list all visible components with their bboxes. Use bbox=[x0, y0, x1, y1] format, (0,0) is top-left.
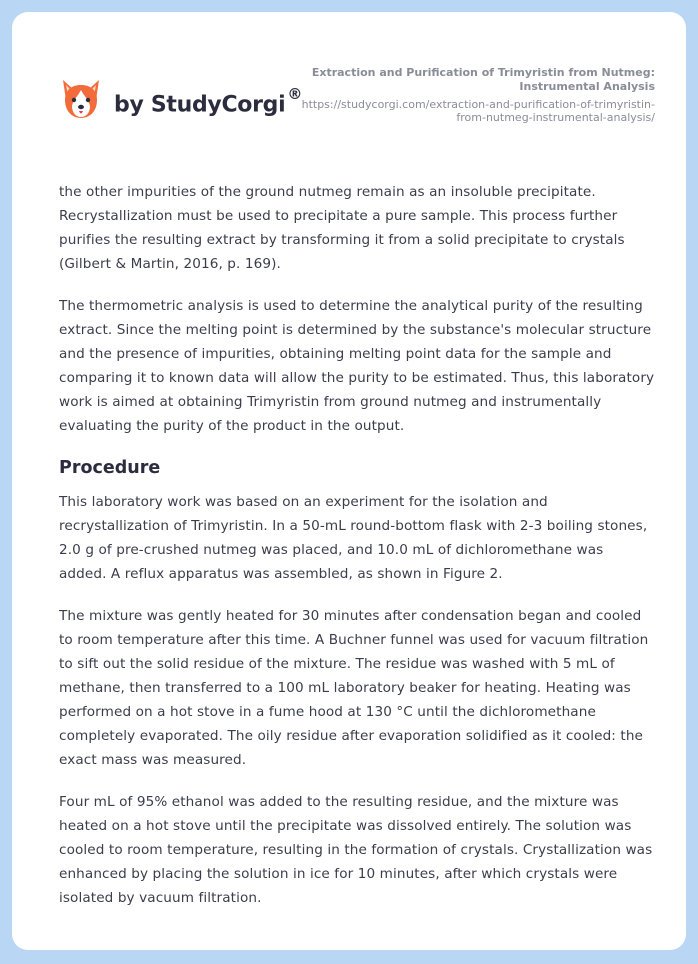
brand-name bbox=[114, 84, 303, 118]
document-title: Extraction and Purification of Trimyristin from Nutmeg: Instrumental Analysis bbox=[311, 66, 655, 93]
corgi-icon bbox=[60, 76, 102, 122]
section-heading: Procedure bbox=[59, 458, 161, 478]
paragraph: The mixture was gently heated for 30 minutes after condensation began and cooled to room temperature after this time. A Buchner funnel was used for vacuum filtration to sift out the solid residue of the mixture. The residue was washed with 5 mL of methane, then transferred to a 100 mL laboratory beaker for heating. Heating was performed on a hot stove in a fume hood at 130 °C until the dichloromethane completely evaporated. The oily residue after evaporation solidified as it cooled: the exact mass was measured. bbox=[59, 608, 649, 768]
document-page bbox=[12, 12, 686, 950]
page-header bbox=[12, 12, 686, 162]
document-meta bbox=[295, 66, 655, 124]
document-url[interactable]: https://studycorgi.com/extraction-and-purification-of-trimyristin-from-nutmeg-instrumental-analysis/ bbox=[301, 98, 655, 124]
document-body bbox=[59, 180, 655, 928]
paragraph: the other impurities of the ground nutmeg remain as an insoluble precipitate. Recrystallization must be used to precipitate a pure sample. This process further purifies the resulting extract by transforming it from a solid precipitate to crystals (Gilbert & Martin, 2016, p. 169). bbox=[59, 184, 625, 272]
paragraph: This laboratory work was based on an experiment for the isolation and recrystallization of Trimyristin. In a 50-mL round-bottom flask with 2-3 boiling stones, 2.0 g of pre-crushed nutmeg was placed, and 10.0 mL of dichloromethane was added. A reflux apparatus was assembled, as shown in Figure 2. bbox=[59, 494, 648, 582]
paragraph: The thermometric analysis is used to determine the analytical purity of the resulting extract. Since the melting point is determined by the substance's molecular structure and the presence of impurities, obtaining melting point data for the sample and comparing it to known data will allow the purity to be estimated. Thus, this laboratory work is aimed at obtaining Trimyristin from ground nutmeg and instrumentally evaluating the purity of the product in the output. bbox=[59, 298, 655, 434]
paragraph: Four mL of 95% ethanol was added to the resulting residue, and the mixture was heated on a hot stove until the precipitate was dissolved entirely. The solution was cooled to room temperature, resulting in the formation of crystals. Crystallization was enhanced by placing the solution in ice for 10 minutes, after which crystals were isolated by vacuum filtration. bbox=[59, 794, 653, 906]
brand-text: by StudyCorgi bbox=[114, 92, 286, 118]
logo[interactable] bbox=[60, 76, 302, 122]
registered-mark: ® bbox=[287, 84, 303, 103]
